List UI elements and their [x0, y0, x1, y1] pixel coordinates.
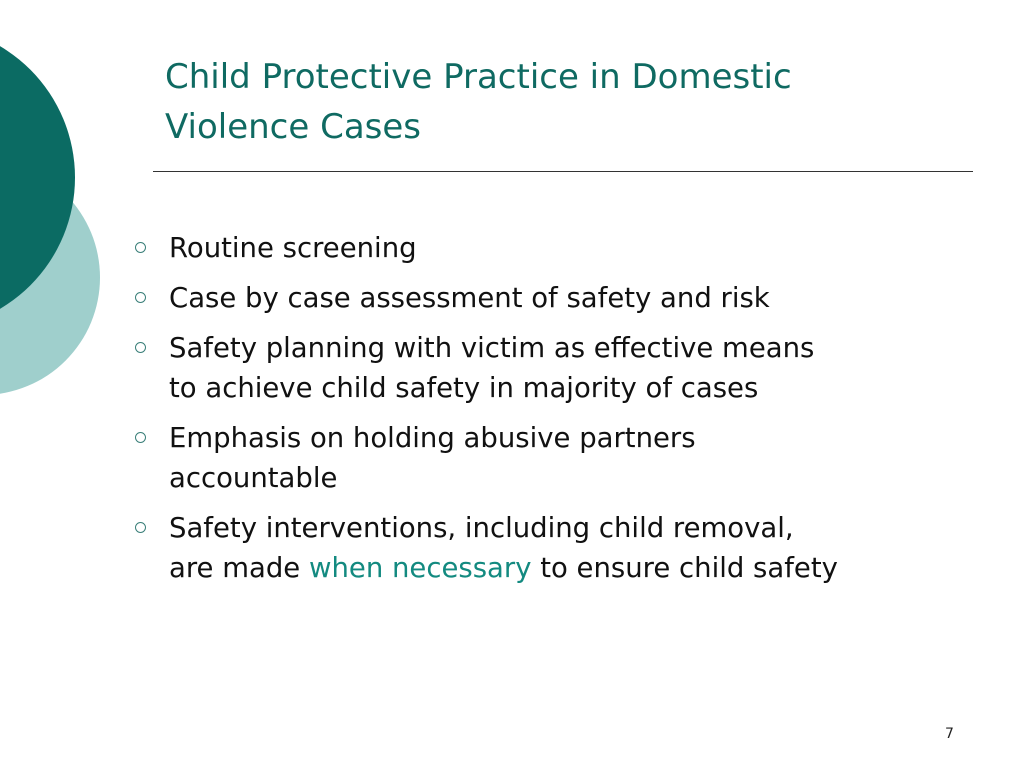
bullet-text: Routine screening	[169, 232, 417, 264]
bullet-list	[133, 228, 1013, 598]
bullet-text-line-2: to achieve child safety in majority of cases	[169, 372, 759, 404]
bullet-text-line-2-end: to ensure child safety	[531, 552, 838, 584]
title-divider	[153, 171, 973, 172]
bullet-highlight-when-necessary: when necessary	[308, 552, 532, 584]
bullet-text-line-1: Safety planning with victim as effective means	[169, 332, 815, 364]
slide-title	[165, 52, 985, 152]
title-line-1: Child Protective Practice in Domestic	[165, 57, 792, 97]
bullet-text-line-1: Safety interventions, including child removal,	[169, 512, 794, 544]
bullet-circle-icon	[135, 242, 146, 253]
bullet-item-case-assessment	[133, 278, 1013, 318]
bullet-circle-icon	[135, 432, 146, 443]
bullet-circle-icon	[135, 292, 146, 303]
bullet-item-safety-planning	[133, 328, 1013, 408]
bullet-item-routine-screening	[133, 228, 1013, 268]
bullet-text-line-2: accountable	[169, 462, 338, 494]
bullet-circle-icon	[135, 342, 146, 353]
bullet-text-line-2-start: are made	[169, 552, 309, 584]
bullet-circle-icon	[135, 522, 146, 533]
page-number: 7	[945, 726, 954, 742]
bullet-text-line-1: Emphasis on holding abusive partners	[169, 422, 696, 454]
bullet-item-safety-interventions	[133, 508, 1013, 588]
bullet-item-abusive-partners	[133, 418, 1013, 498]
title-line-2: Violence Cases	[165, 107, 422, 147]
bullet-text: Case by case assessment of safety and risk	[169, 282, 770, 314]
